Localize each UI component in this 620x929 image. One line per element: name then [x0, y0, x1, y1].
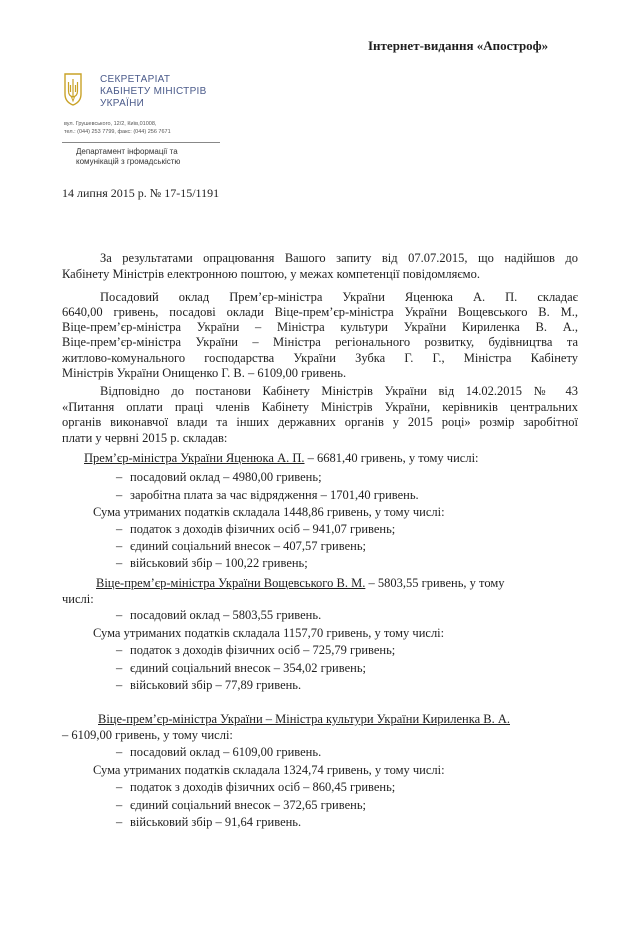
vpm1-total-continuation: числі:	[62, 592, 94, 606]
department-name	[76, 147, 180, 167]
pm-taxes-header: Сума утриманих податків складала 1448,86 гривень, у тому числі:	[93, 505, 445, 519]
pm-total-amount: – 6681,40 гривень, у тому числі:	[304, 451, 479, 465]
list-bullet: –	[116, 488, 123, 502]
vpm2-salary-total	[98, 712, 510, 727]
list-bullet: –	[116, 678, 123, 692]
list-bullet: –	[116, 539, 123, 553]
paragraph-line: Посадовий оклад Прем’єр-міністра України Яценюка А. П. складає	[100, 290, 578, 304]
department-line: Департамент інформації та	[76, 147, 178, 156]
paragraph-line: Віце-прем’єр-міністра України – Міністра регіонального розвитку, будівництва та	[62, 335, 578, 349]
letterhead-address	[64, 120, 171, 136]
publication-title: Інтернет-видання «Апостроф»	[368, 38, 549, 53]
paragraph-line: «Питання оплати праці членів Кабінету Міністрів України, керівників центральних	[62, 400, 578, 414]
list-item-text: податок з доходів фізичних осіб – 941,07 гривень;	[130, 522, 396, 536]
list-item-text: військовий збір – 91,64 гривень.	[130, 815, 302, 829]
list-bullet: –	[116, 608, 123, 622]
list-item-text: військовий збір – 100,22 гривень;	[130, 556, 308, 570]
vpm2-total-amount: – 6109,00 гривень, у тому числі:	[62, 728, 233, 742]
list-item-text: єдиний соціальний внесок – 407,57 гривень;	[130, 539, 366, 553]
trident-emblem-icon	[62, 72, 84, 106]
list-item	[116, 556, 308, 571]
paragraph-line: органів виконавчої влади та інших державних органів у 2015 році» розмір заробітної	[62, 415, 578, 429]
list-item-text: військовий збір – 77,89 гривень.	[130, 678, 302, 692]
vpm1-taxes-header: Сума утриманих податків складала 1157,70 гривень, у тому числі:	[93, 626, 445, 640]
address-line: вул. Грушевського, 12/2, Київ,01008,	[64, 121, 157, 127]
letter-date-number: 14 липня 2015 р. № 17-15/1191	[62, 186, 220, 200]
list-bullet: –	[116, 556, 123, 570]
org-name-line: КАБІНЕТУ МІНІСТРІВ	[100, 86, 207, 97]
list-item	[116, 470, 322, 485]
pm-name: Прем’єр-міністра України Яценюка А. П.	[84, 451, 305, 465]
org-name-line: УКРАЇНИ	[100, 98, 145, 109]
vpm1-name: Віце-прем’єр-міністра України Вощевського В. М.	[96, 576, 366, 590]
list-bullet: –	[116, 661, 123, 675]
department-line: комунікацій з громадськістю	[76, 157, 181, 166]
list-bullet: –	[116, 643, 123, 657]
list-item	[116, 608, 321, 623]
list-item-text: заробітна плата за час відрядження – 1701,40 гривень.	[130, 488, 419, 502]
org-name-line: СЕКРЕТАРІАТ	[100, 74, 171, 85]
list-item-text: єдиний соціальний внесок – 372,65 гривень;	[130, 798, 366, 812]
list-item	[116, 780, 395, 795]
list-item	[116, 661, 366, 676]
list-bullet: –	[116, 798, 123, 812]
organization-name	[100, 74, 207, 110]
list-item	[116, 522, 395, 537]
paragraph-line: Кабінету Міністрів електронною поштою, у межах компетенції повідомляємо.	[62, 267, 480, 281]
paragraph-line: Віце-прем’єр-міністра України – Міністра культури України Кириленка В. А.,	[62, 320, 578, 334]
list-item	[116, 539, 366, 554]
vpm1-salary-total	[96, 576, 505, 591]
list-item	[116, 643, 395, 658]
paragraph-line: За результатами опрацювання Вашого запиту від 07.07.2015, що надійшов до	[100, 251, 578, 265]
vpm1-total-amount: – 5803,55 гривень, у тому	[365, 576, 505, 590]
list-item-text: посадовий оклад – 4980,00 гривень;	[130, 470, 322, 484]
list-bullet: –	[116, 815, 123, 829]
list-item	[116, 798, 366, 813]
vpm2-name: Віце-прем’єр-міністра України – Міністра культури України Кириленка В. А.	[98, 712, 510, 726]
list-item-text: посадовий оклад – 5803,55 гривень.	[130, 608, 322, 622]
list-item	[116, 745, 321, 760]
paragraph-line: Відповідно до постанови Кабінету Міністрів України від 14.02.2015 № 43	[100, 384, 578, 398]
paragraph-line: житлово-комунального господарства України Зубка Г. Г., Міністра Кабінету	[62, 351, 578, 365]
list-item	[116, 488, 419, 503]
vpm2-taxes-header: Сума утриманих податків складала 1324,74 гривень, у тому числі:	[93, 763, 445, 777]
list-bullet: –	[116, 745, 123, 759]
paragraph-line: Міністрів України Онищенко Г. В. – 6109,00 гривень.	[62, 366, 347, 380]
list-bullet: –	[116, 470, 123, 484]
list-item-text: податок з доходів фізичних осіб – 725,79 гривень;	[130, 643, 396, 657]
list-item	[116, 815, 301, 830]
list-bullet: –	[116, 522, 123, 536]
paragraph-line: 6640,00 гривень, посадові оклади Віце-прем’єр-міністра України Вощевського В. М.,	[62, 305, 578, 319]
list-item	[116, 678, 301, 693]
contact-line: тел.: (044) 253 7799, факс: (044) 256 7671	[64, 129, 171, 135]
pm-salary-total	[84, 451, 479, 466]
list-bullet: –	[116, 780, 123, 794]
list-item-text: посадовий оклад – 6109,00 гривень.	[130, 745, 322, 759]
list-item-text: податок з доходів фізичних осіб – 860,45 гривень;	[130, 780, 396, 794]
list-item-text: єдиний соціальний внесок – 354,02 гривень;	[130, 661, 366, 675]
letterhead-divider	[62, 142, 220, 143]
paragraph-line: плати у червні 2015 р. складав:	[62, 431, 228, 445]
